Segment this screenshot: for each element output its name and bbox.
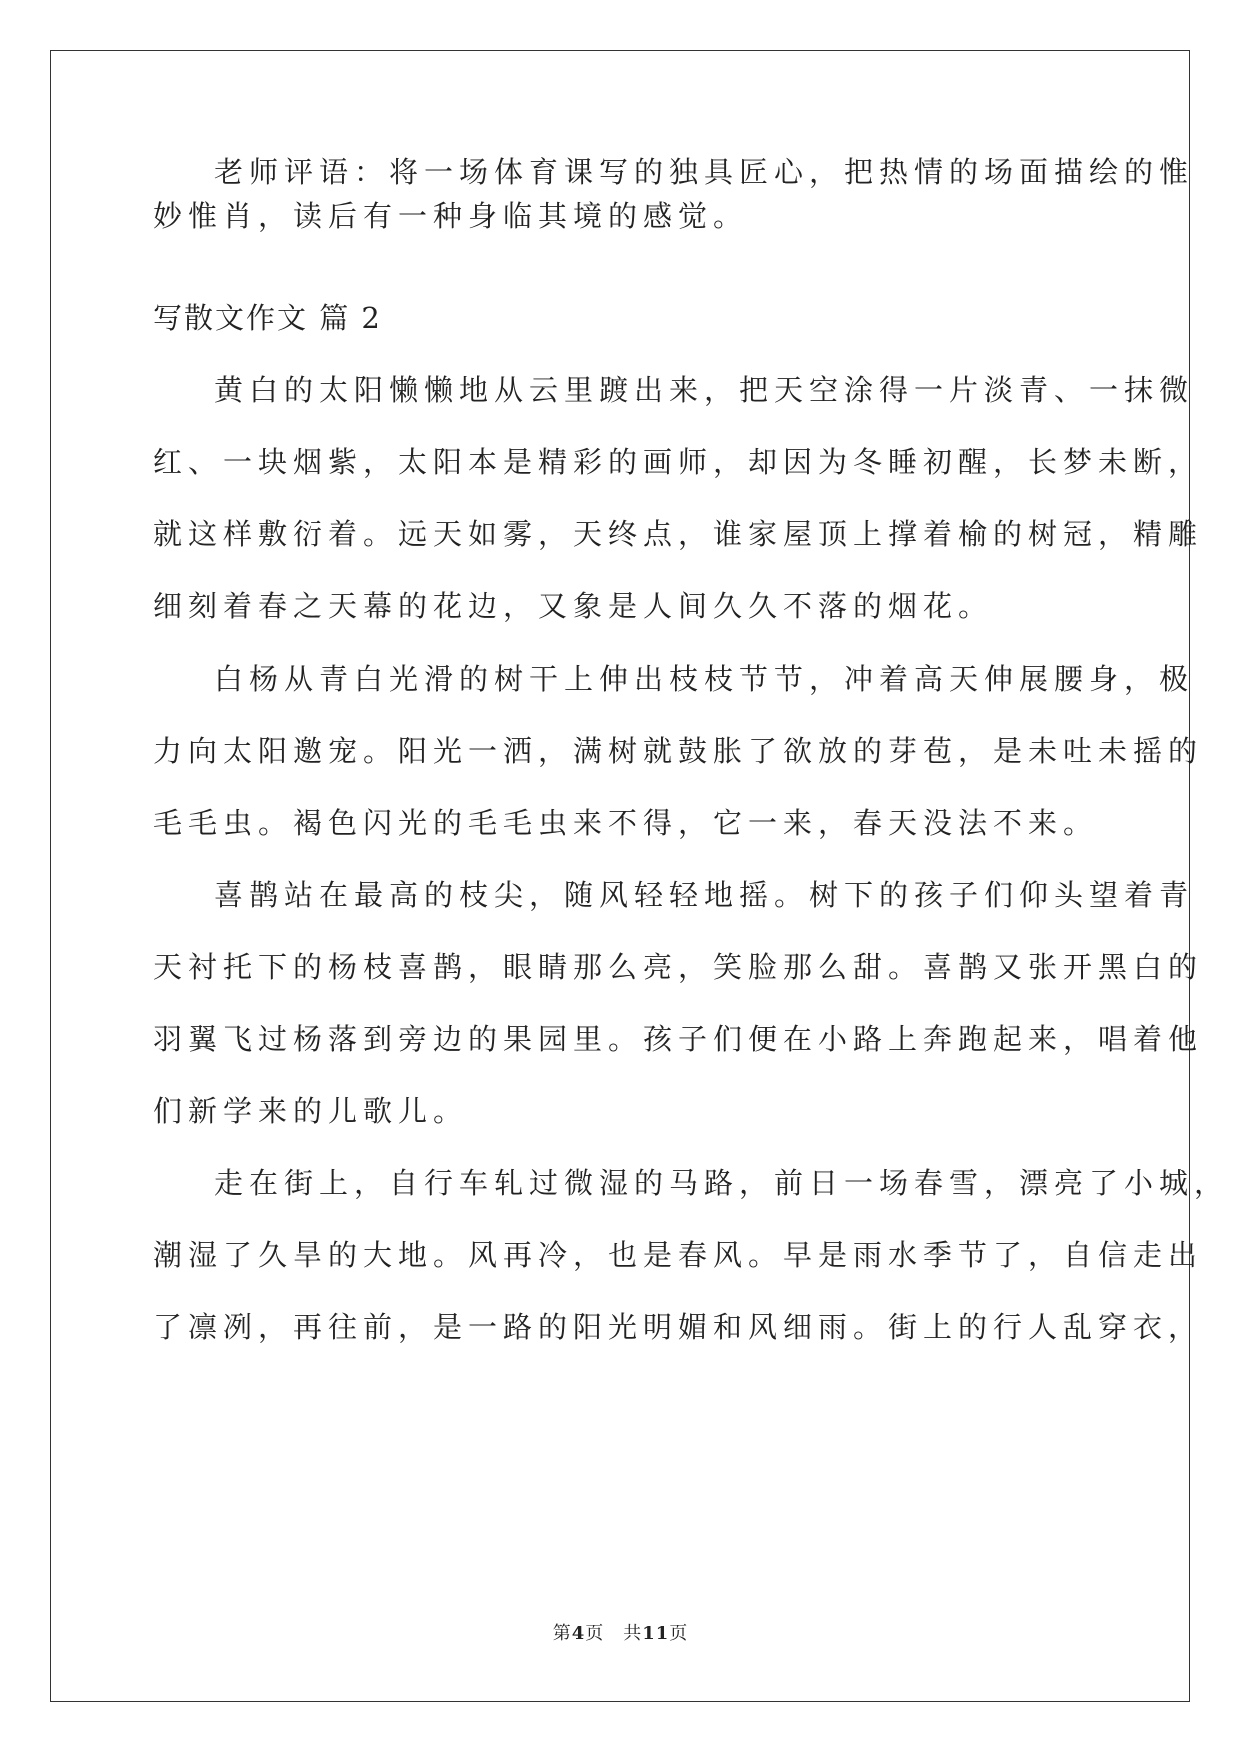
- text-line: 细刻着春之天幕的花边，又象是人间久久不落的烟花。: [153, 589, 994, 623]
- text-line: 黄白的太阳懒懒地从云里踱出来，把天空涂得一片淡青、一抹微: [214, 373, 1195, 407]
- text-line: 了凛冽，再往前，是一路的阳光明媚和风细雨。街上的行人乱穿衣，: [153, 1310, 1204, 1344]
- footer-suffix: 页: [669, 1623, 689, 1644]
- text-line: 们新学来的儿歌儿。: [153, 1094, 469, 1128]
- text-line: 喜鹊站在最高的枝尖，随风轻轻地摇。树下的孩子们仰头望着青: [214, 878, 1195, 912]
- text-line: 力向太阳邀宠。阳光一洒，满树就鼓胀了欲放的芽苞，是未吐未摇的: [153, 734, 1204, 768]
- text-line: 就这样敷衍着。远天如雾，天终点，谁家屋顶上撑着榆的树冠，精雕: [153, 517, 1204, 551]
- text-line: 潮湿了久旱的大地。风再冷，也是春风。早是雨水季节了，自信走出: [153, 1238, 1204, 1272]
- text-line: 走在街上，自行车轧过微湿的马路，前日一场春雪，漂亮了小城，: [214, 1166, 1230, 1200]
- current-page-number: 4: [571, 1623, 586, 1644]
- text-line: 羽翼飞过杨落到旁边的果园里。孩子们便在小路上奔跑起来，唱着他: [153, 1022, 1204, 1056]
- text-line: 白杨从青白光滑的树干上伸出枝枝节节，冲着高天伸展腰身，极: [214, 662, 1195, 696]
- text-line: 天衬托下的杨枝喜鹊，眼睛那么亮，笑脸那么甜。喜鹊又张开黑白的: [153, 950, 1204, 984]
- text-line: 毛毛虫。褐色闪光的毛毛虫来不得，它一来，春天没法不来。: [153, 806, 1099, 840]
- text-line: 妙惟肖，读后有一种身临其境的感觉。: [153, 199, 749, 233]
- page-footer: [0, 1622, 1241, 1646]
- total-pages-number: 11: [642, 1623, 670, 1644]
- footer-prefix: 第: [552, 1623, 572, 1644]
- text-line: 老师评语：将一场体育课写的独具匠心，把热情的场面描绘的惟: [214, 155, 1195, 189]
- text-line: 红、一块烟紫，太阳本是精彩的画师，却因为冬睡初醒，长梦未断，: [153, 445, 1204, 479]
- section-heading: 写散文作文 篇 2: [153, 301, 382, 335]
- footer-mid: 页 共: [585, 1623, 643, 1644]
